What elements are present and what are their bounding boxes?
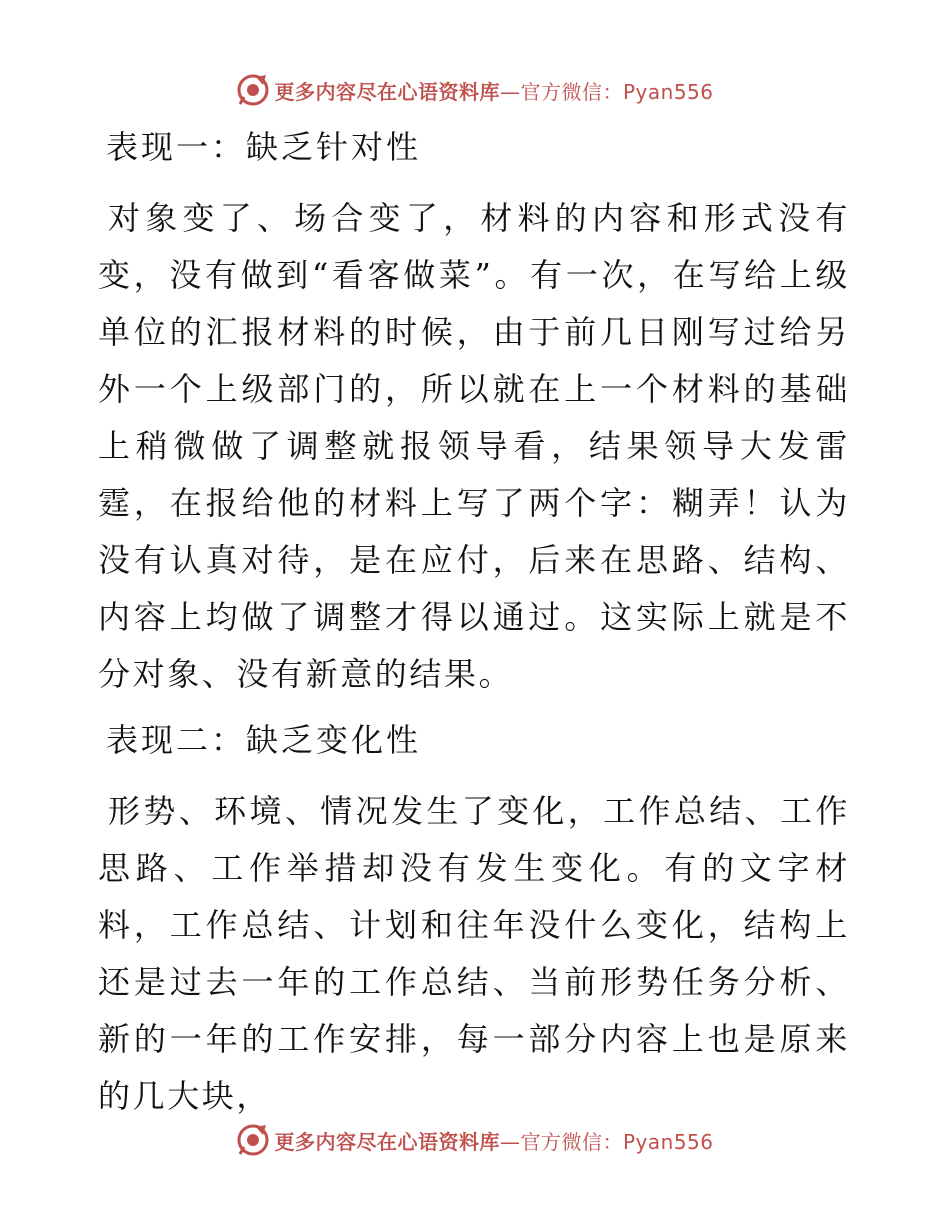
footer-banner <box>0 1120 950 1160</box>
banner-text <box>274 76 713 105</box>
banner-brand: 更多内容尽在心语资料库 <box>274 1129 500 1154</box>
banner-dash: — <box>499 1129 521 1154</box>
section-paragraph-1: 对象变了、场合变了，材料的内容和形式没有变，没有做到“看客做菜”。有一次，在写给上级单位的汇报材料的时候，由于前几日刚写过给另外一个上级部门的，所以就在上一个材料的基础上稍微做了调整就报领导看，结果领导大发雷霆，在报给他的材料上写了两个字：糊弄！认为没有认真对待，是在应付，后来在思路、结构、内容上均做了调整才得以通过。这实际上就是不分对象、没有新意的结果。 <box>98 199 850 693</box>
section-heading-1: 表现一：缺乏针对性 <box>106 128 422 166</box>
section-heading-2: 表现二：缺乏变化性 <box>106 721 422 759</box>
banner-wechat-id: Pyan556 <box>622 79 714 104</box>
section-paragraph-2: 形势、环境、情况发生了变化，工作总结、工作思路、工作举措却没有发生变化。有的文字材料，工作总结、计划和往年没什么变化，结构上还是过去一年的工作总结、当前形势任务分析、新的一年的工作安排，每一部分内容上也是原来的几大块， <box>98 792 850 1115</box>
document-body <box>98 122 850 1137</box>
banner-wechat-label: 官方微信： <box>520 1129 623 1154</box>
logo-icon <box>236 1123 270 1157</box>
banner-dash: — <box>499 79 521 104</box>
logo-icon <box>236 73 270 107</box>
banner-brand: 更多内容尽在心语资料库 <box>274 79 500 104</box>
banner-text <box>274 1126 713 1155</box>
header-banner <box>0 70 950 110</box>
banner-wechat-label: 官方微信： <box>520 79 623 104</box>
banner-wechat-id: Pyan556 <box>622 1129 714 1154</box>
